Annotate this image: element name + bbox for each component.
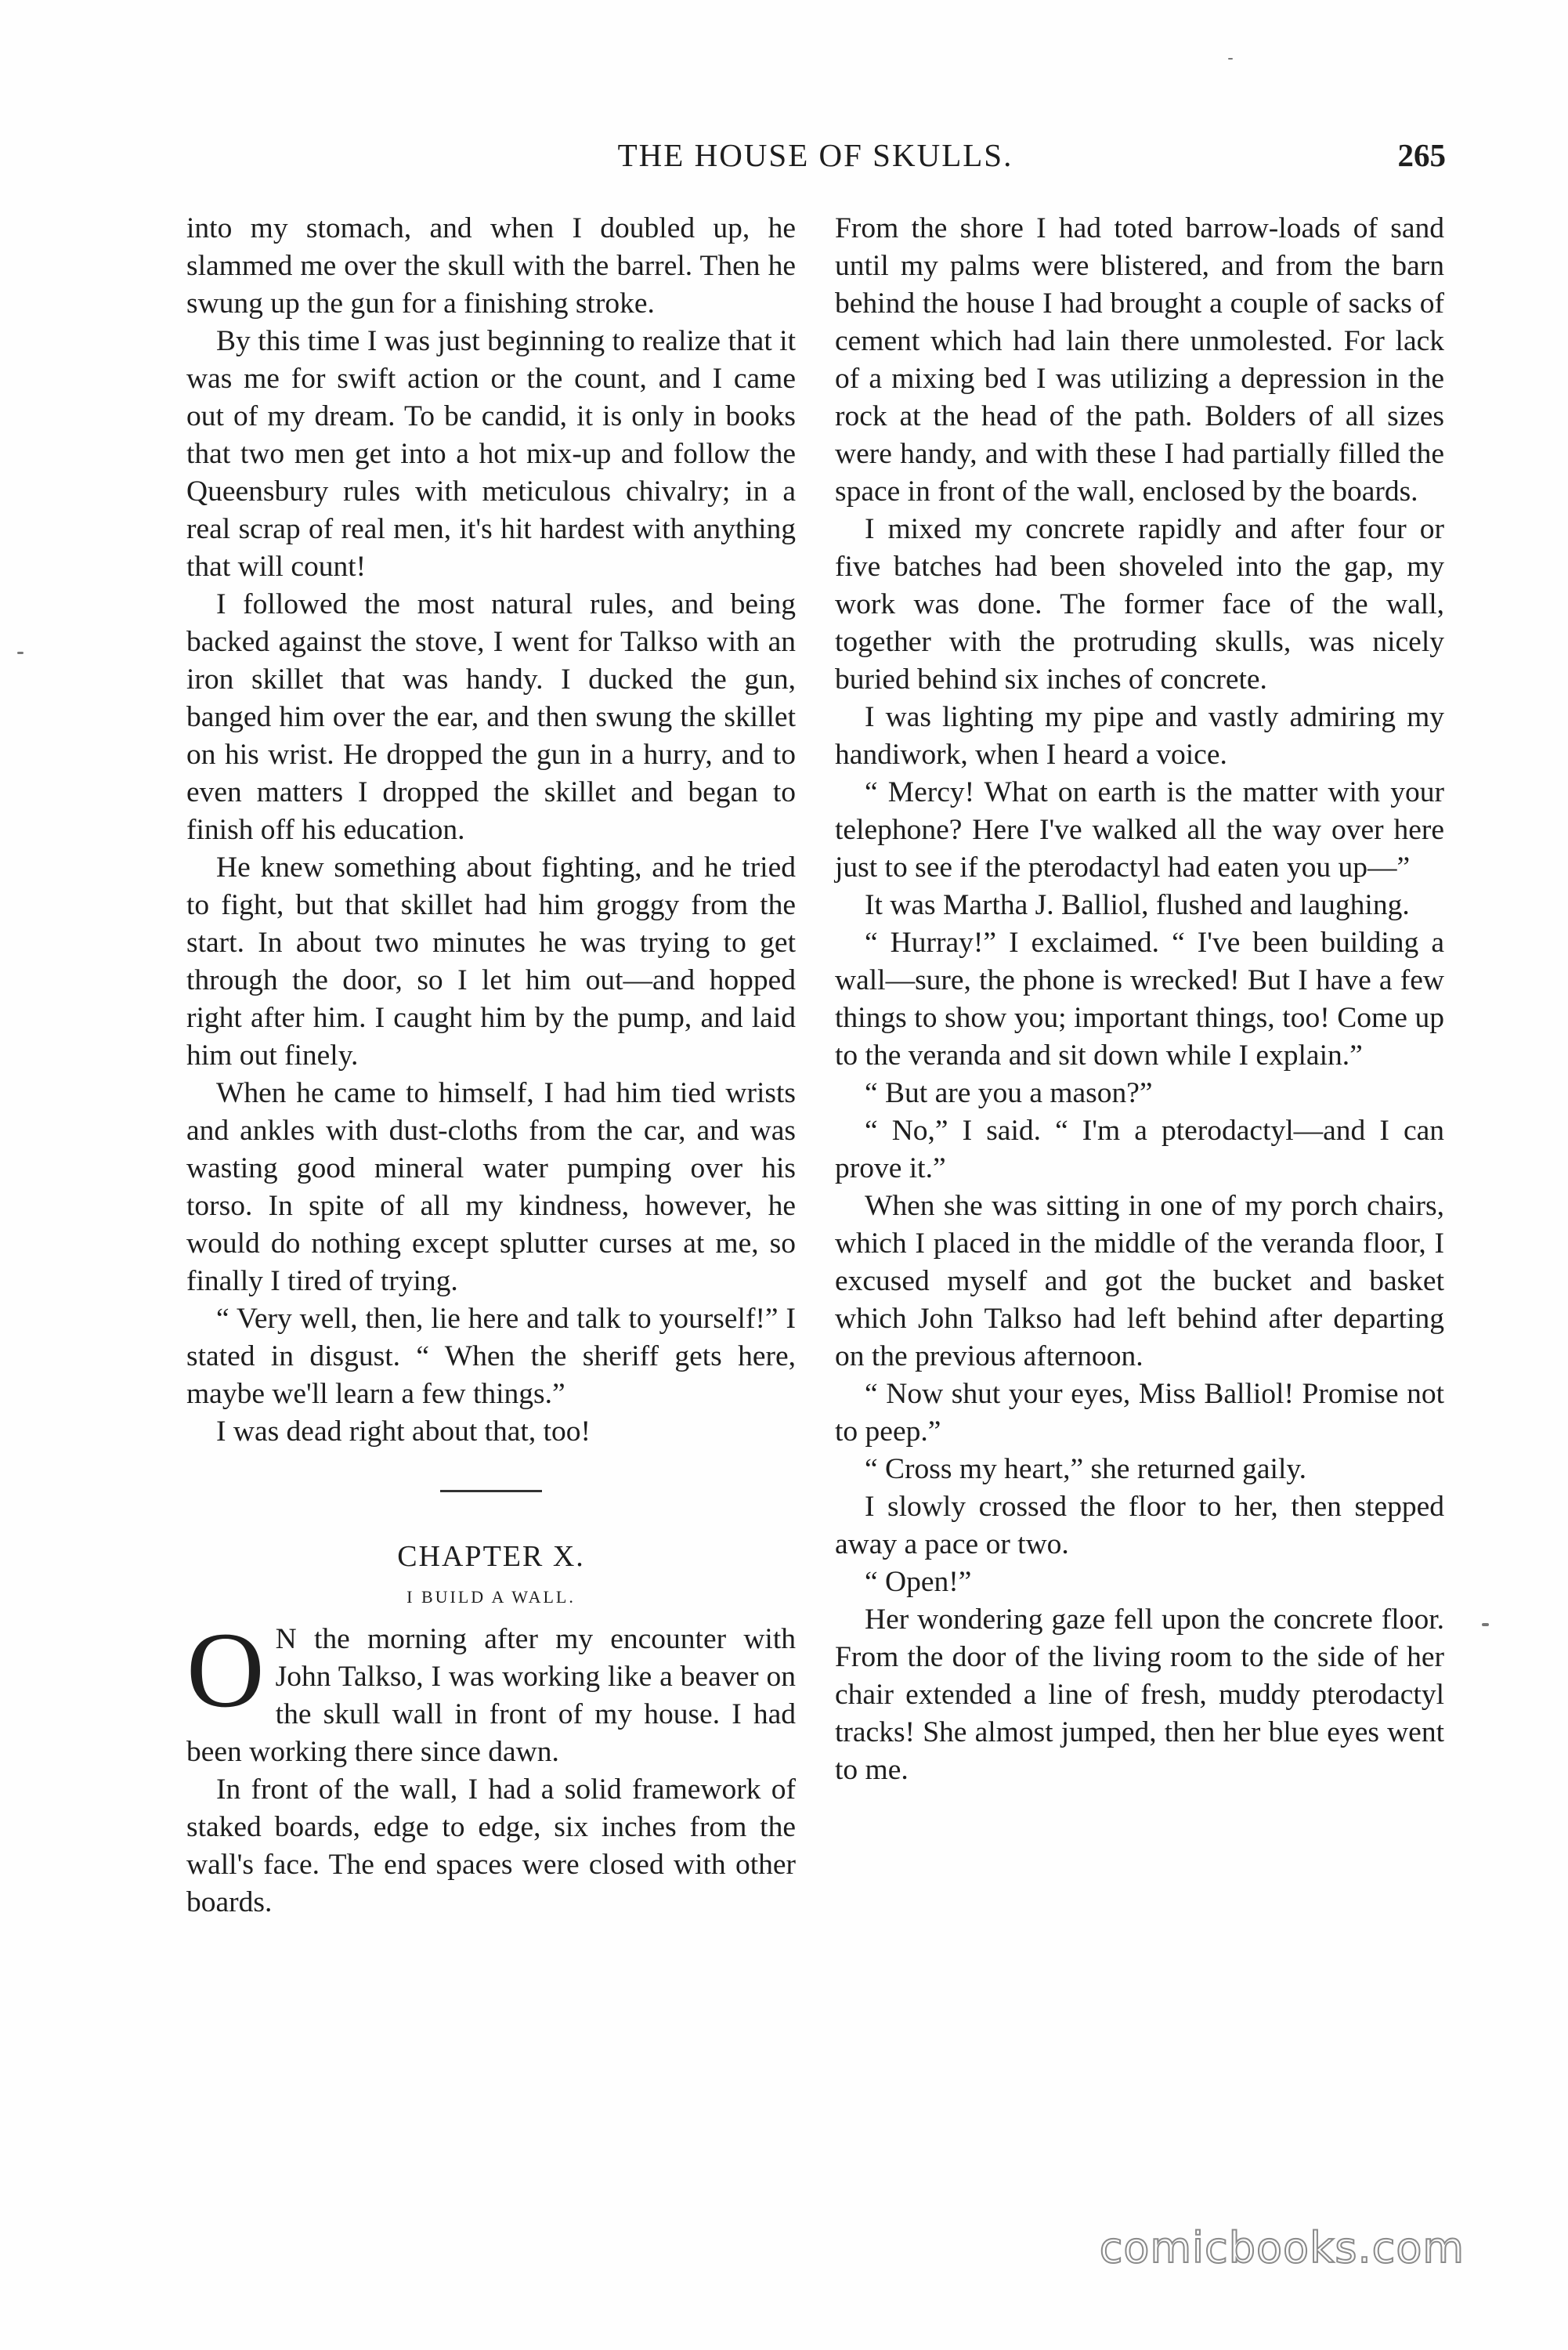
paragraph: He knew something about fighting, and he tried to fight, but that skillet had him groggy from the start. In about two minutes he was trying to get through the door, so I let him out—and hopped right after him. I caught him by the pump, and laid him out finely. (186, 851, 796, 1072)
paragraph: “ Cross my heart,” she returned gaily. (865, 1453, 1307, 1485)
chapter-title: CHAPTER X. (397, 1540, 585, 1573)
paragraph: I followed the most natural rules, and being backed against the stove, I went for Talkso with an iron skillet that was handy. I ducked the gun, banged him over the ear, and then swung the skillet on his wrist. He dropped the gun in a hurry, and to even matters I dropped the skillet and began to finish off his education. (186, 588, 796, 846)
chapter-opening-paragraph (186, 1610, 796, 1771)
scan-speck (1228, 58, 1233, 60)
paragraph: “ Very well, then, lie here and talk to yourself!” I stated in disgust. “ When the sheriff gets here, maybe we'll learn a few things.” (186, 1303, 796, 1410)
paragraph: It was Martha J. Balliol, flushed and laughing. (865, 889, 1410, 921)
paragraph: I mixed my concrete rapidly and after four or five batches had been shoveled into the gap, my work was done. The former face of the wall, together with the protruding skulls, was nicely buried behind six inches of concrete. (835, 513, 1444, 696)
chapter-heading (186, 1490, 796, 1613)
paragraph: I slowly crossed the floor to her, then stepped away a pace or two. (835, 1491, 1444, 1560)
right-column (835, 210, 1444, 1789)
paragraph: “ Mercy! What on earth is the matter with your telephone? Here I've walked all the way over here just to see if the pterodactyl had eaten you up—” (835, 776, 1444, 884)
watermark: comicbooks.com (1099, 2223, 1465, 2272)
paragraph: When she was sitting in one of my porch chairs, which I placed in the middle of the veranda floor, I excused myself and got the bucket and basket which John Talkso had left behind after departing on the previous afternoon. (835, 1190, 1444, 1372)
paragraph: I was dead right about that, too! (216, 1415, 591, 1448)
paragraph: From the shore I had toted barrow-loads of sand until my palms were blistered, and from the barn behind the house I had brought a couple of sacks of cement which had lain there unmolested. For lack of a mixing bed I was utilizing a depression in the rock at the head of the path. Bolders of all sizes were handy, and with these I had partially filled the space in front of the wall, enclosed by the boards. (835, 212, 1444, 508)
opening-text: N the morning after my encounter with John Talkso, I was working like a beaver on the skull wall in front of my house. I had been working there since dawn. (186, 1623, 796, 1768)
paragraph: “ But are you a mason?” (865, 1077, 1153, 1109)
section-divider (440, 1490, 542, 1492)
paragraph: into my stomach, and when I doubled up, he slammed me over the skull with the barrel. Then he swung up the gun for a finishing stroke. (186, 212, 796, 320)
paragraph: By this time I was just beginning to realize that it was me for swift action or the count, and I came out of my dream. To be candid, it is only in books that two men get into a hot mix-up and follow the Queensbury rules with meticulous chivalry; in a real scrap of real men, it's hit hardest with anything that will count! (186, 325, 796, 583)
scan-speck (1482, 1623, 1489, 1626)
paragraph: In front of the wall, I had a solid framework of staked boards, edge to edge, six inches from the wall's face. The end spaces were closed with other boards. (186, 1773, 796, 1918)
paragraph: “ Hurray!” I exclaimed. “ I've been building a wall—sure, the phone is wrecked! But I have a few things to show you; important things, too! Come up to the veranda and sit down while I explain.” (835, 927, 1444, 1072)
paragraph: Her wondering gaze fell upon the concrete floor. From the door of the living room to the side of her chair extended a line of fresh, muddy pterodactyl tracks! She almost jumped, then her blue eyes went to me. (835, 1603, 1444, 1786)
running-head (185, 136, 1446, 183)
paragraph: “ Open!” (865, 1566, 972, 1598)
left-column (186, 210, 796, 1922)
paragraph: “ No,” I said. “ I'm a pterodactyl—and I can prove it.” (835, 1115, 1444, 1184)
scan-speck (17, 652, 23, 654)
paragraph: I was lighting my pipe and vastly admiring my handiwork, when I heard a voice. (835, 701, 1444, 771)
chapter-subtitle: I BUILD A WALL. (406, 1587, 576, 1607)
paragraph: “ Now shut your eyes, Miss Balliol! Promise not to peep.” (835, 1378, 1444, 1448)
paragraph: When he came to himself, I had him tied wrists and ankles with dust-cloths from the car, and was wasting good mineral water pumping over his torso. In spite of all my kindness, however, he would do nothing except splutter curses at me, so finally I tired of trying. (186, 1077, 796, 1297)
running-title: THE HOUSE OF SKULLS. (617, 137, 1013, 173)
drop-cap: O (186, 1610, 265, 1730)
page-number: 265 (1397, 137, 1446, 173)
